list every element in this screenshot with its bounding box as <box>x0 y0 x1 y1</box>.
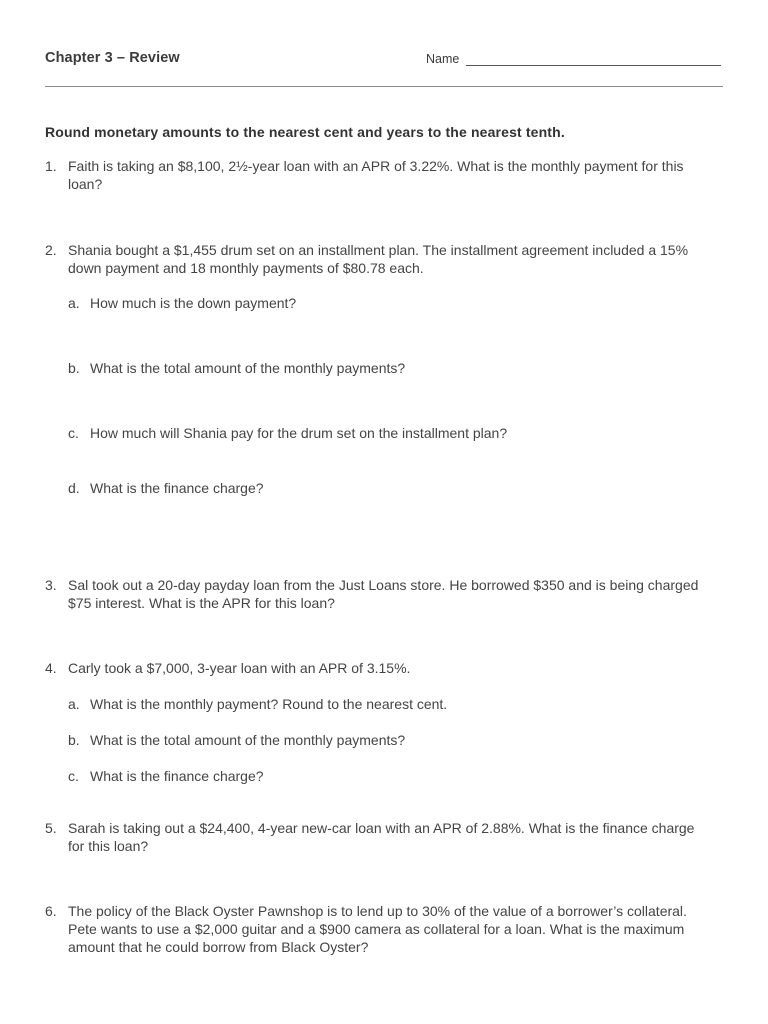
question-2b <box>68 359 708 377</box>
question-2 <box>45 241 710 277</box>
part-text: What is the finance charge? <box>90 768 264 784</box>
part-text: How much is the down payment? <box>90 295 297 311</box>
part-text: What is the monthly payment? Round to the nearest cent. <box>90 696 448 712</box>
question-text: Sal took out a 20-day payday loan from the Just Loans store. He borrowed $350 and is being charged $75 interest. What is the APR for this loan? <box>68 577 699 611</box>
question-number: 2. <box>45 242 57 258</box>
question-5 <box>45 819 710 855</box>
question-3 <box>45 576 710 612</box>
instructions: Round monetary amounts to the nearest cent and years to the nearest tenth. <box>45 124 565 140</box>
question-number: 3. <box>45 577 57 593</box>
question-4c <box>68 767 708 785</box>
question-2d <box>68 479 708 497</box>
question-text: Sarah is taking out a $24,400, 4-year new-car loan with an APR of 2.88%. What is the finance charge for this loan? <box>68 820 695 854</box>
part-letter: a. <box>68 696 80 712</box>
part-letter: b. <box>68 732 80 748</box>
question-text: Faith is taking an $8,100, 2½-year loan with an APR of 3.22%. What is the monthly payment for this loan? <box>68 158 684 192</box>
name-label: Name <box>426 52 460 66</box>
question-text: Carly took a $7,000, 3-year loan with an APR of 3.15%. <box>68 660 411 676</box>
question-2a <box>68 294 708 312</box>
question-text: The policy of the Black Oyster Pawnshop is to lend up to 30% of the value of a borrower’s collateral. Pete wants to use a $2,000 guitar and a $900 camera as collateral for a loan. What is the maximum amount that he could borrow from Black Oyster? <box>68 903 687 955</box>
part-letter: a. <box>68 295 80 311</box>
part-letter: c. <box>68 768 79 784</box>
question-number: 4. <box>45 660 57 676</box>
page-title: Chapter 3 – Review <box>45 50 180 66</box>
part-text: What is the total amount of the monthly payments? <box>90 360 406 376</box>
question-number: 6. <box>45 903 57 919</box>
question-text: Shania bought a $1,455 drum set on an installment plan. The installment agreement included a 15% down payment and 18 monthly payments of $80.78 each. <box>68 242 689 276</box>
part-text: What is the total amount of the monthly payments? <box>90 732 406 748</box>
question-4b <box>68 731 708 749</box>
header-divider <box>45 86 723 87</box>
name-field-line[interactable] <box>466 65 721 66</box>
question-number: 5. <box>45 820 57 836</box>
question-number: 1. <box>45 158 57 174</box>
part-letter: c. <box>68 425 79 441</box>
part-letter: d. <box>68 480 80 496</box>
part-text: What is the finance charge? <box>90 480 264 496</box>
question-1 <box>45 157 710 193</box>
part-text: How much will Shania pay for the drum set on the installment plan? <box>90 425 508 441</box>
part-letter: b. <box>68 360 80 376</box>
question-4a <box>68 695 708 713</box>
question-2c <box>68 424 708 442</box>
question-4 <box>45 659 710 677</box>
question-6 <box>45 902 710 956</box>
